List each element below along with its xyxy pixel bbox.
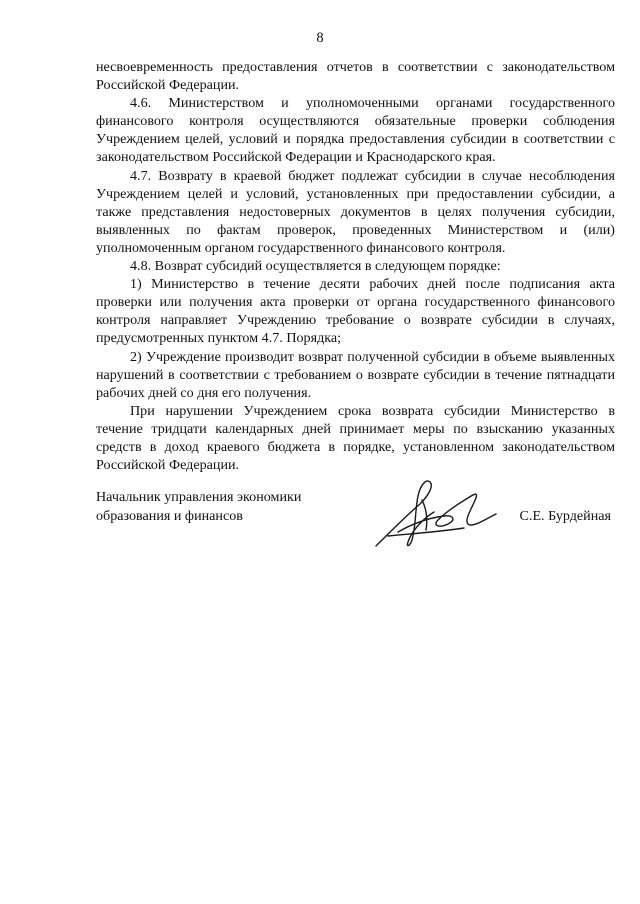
signature-block (96, 488, 615, 568)
paragraph-continuation: несвоевременность предоставления отчетов в соответствии с законодательством Российской Федерации. (96, 59, 615, 94)
paragraph-4-8-item-1: 1) Министерство в течение десяти рабочих дней после подписания акта проверки или получения акта проверки от органа государственного финансового контроля направляет Учреждению требование о возврате субсидии в случаях, предусмотренных пунктом 4.7. Порядка; (96, 276, 615, 347)
paragraph-4-6: 4.6. Министерством и уполномоченными органами государственного финансового контроля осуществляются обязательные проверки соблюдения Учреждением целей, условий и порядка предоставления субсидии в соответствии с законодательством Российской Федерации и Краснодарского края. (96, 95, 615, 166)
signatory-title-line-1: Начальник управления экономики (96, 489, 302, 505)
signatory-title-line-2: образования и финансов (96, 508, 243, 524)
signatory-name: С.Е. Бурдейная (519, 508, 611, 524)
document-body (96, 58, 615, 474)
paragraph-4-7: 4.7. Возврату в краевой бюджет подлежат субсидии в случае несоблюдения Учреждением целей и условий, установленных при предоставлении субсидии, а также представления недостоверных документов в целях получения субсидии, выявленных по фактам проверок, проведенных Министерством и (или) уполномоченным органом государственного финансового контроля. (96, 167, 615, 256)
signatory-title (96, 488, 301, 526)
paragraph-return-violation: При нарушении Учреждением срока возврата субсидии Министерство в течение тридцати календарных дней принимает меры по взысканию указанных средств в доход краевого бюджета в порядке, установленном законодательством Российской Федерации. (96, 402, 615, 474)
handwritten-signature (368, 474, 508, 554)
paragraph-4-8: 4.8. Возврат субсидий осуществляется в следующем порядке: (130, 258, 501, 275)
paragraph-4-8-item-2: 2) Учреждение производит возврат полученной субсидии в объеме выявленных нарушений в соответствии с требованием о возврате субсидии в течение пятнадцати рабочих дней со дня его получения. (96, 348, 615, 401)
page-number: 8 (316, 30, 324, 46)
